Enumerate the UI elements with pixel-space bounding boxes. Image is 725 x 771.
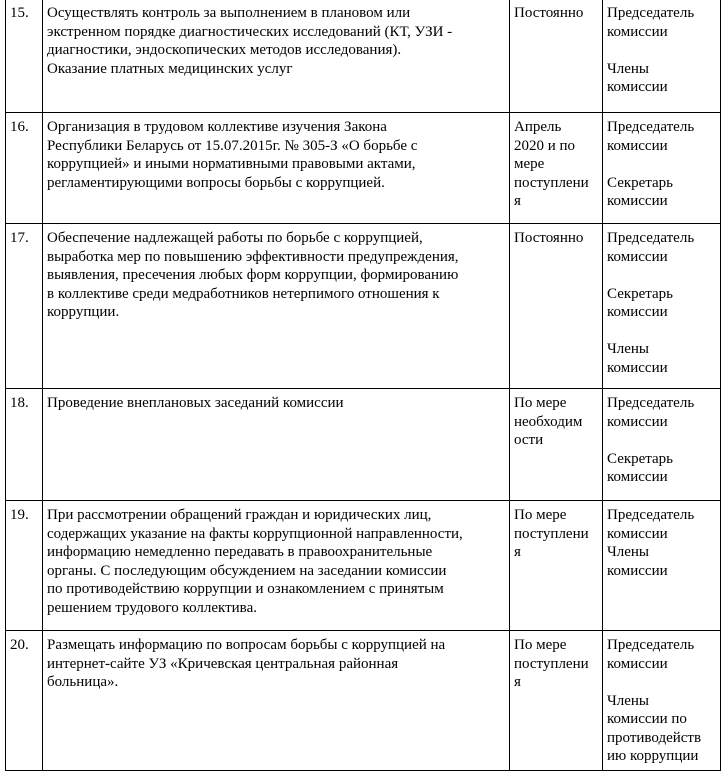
row-description [43,113,510,224]
table-row [6,0,721,113]
term-line: необходим [514,413,583,430]
description-line: Обеспечение надлежащей работы по борьбе с коррупцией, [47,230,423,246]
row-responsible [603,224,721,389]
description-line: Оказание платных медицинских услуг [47,60,293,77]
row-term [510,631,603,771]
row-description [43,501,510,631]
description-line: коррупцией» и иными нормативными правовыми актами, [47,156,416,172]
row-description [43,631,510,771]
responsible-entry [607,340,716,377]
responsible-role: комиссии [607,562,668,579]
term-line: Постоянно [514,230,584,246]
table-row [6,389,721,501]
responsible-role: комиссии [607,193,668,209]
term-line: 2020 и по [514,137,576,154]
responsible-role: противодейств [607,729,702,746]
responsible-entry [607,60,716,97]
description-line: выявления, пресечения любых форм коррупции, формированию [47,267,459,283]
responsible-role: комиссии [607,79,668,95]
description-line: коррупции. [47,304,120,320]
responsible-entry [607,285,716,322]
responsible-entry [607,4,716,41]
responsible-role: комиссии [607,413,668,430]
row-number: 18. [6,389,43,501]
description-line: При рассмотрении обращений граждан и юридических лиц, [47,507,432,523]
row-responsible [603,501,721,631]
term-line: я [514,674,521,690]
row-number: 20. [6,631,43,771]
responsible-role: комиссии [607,137,668,154]
responsible-entry [607,174,716,211]
description-line: органы. С последующим обсуждением на заседании комиссии [47,562,447,579]
responsible-role: комиссии по [607,711,687,727]
description-line: по противодействию коррупции и ознакомлением с принятым [47,581,444,597]
responsible-role: Члены [607,60,649,77]
responsible-role: комиссии [607,304,668,320]
term-line: По мере [514,637,567,653]
term-line: По мере [514,395,567,411]
term-line: я [514,544,521,560]
responsible-role: Председатель [607,507,695,523]
responsible-role: Члены [607,692,649,709]
responsible-role: Секретарь [607,450,674,467]
term-line: мере [514,156,545,172]
row-responsible [603,0,721,113]
plan-table-body [6,0,721,771]
responsible-role: Члены [607,341,649,357]
responsible-role: комиссии [607,23,668,40]
responsible-role: комиссии [607,469,668,485]
term-line: поступлени [514,655,589,672]
description-line: в коллективе среди медработников нетерпимого отношения к [47,285,440,302]
table-row [6,224,721,389]
responsible-role: комиссии [607,359,668,376]
responsible-entry [607,692,716,766]
responsible-entry [607,450,716,487]
row-term [510,113,603,224]
responsible-role: Члены [607,544,649,560]
term-line: ости [514,432,544,448]
row-term [510,501,603,631]
term-line: я [514,193,521,209]
description-line: регламентирующими вопросы борьбы с коррупцией. [47,174,385,191]
row-responsible [603,113,721,224]
term-line: По мере [514,507,567,523]
plan-table [5,0,721,771]
row-description [43,389,510,501]
description-line: содержащих указание на факты коррупционной направленности, [47,525,463,542]
responsible-role: комиссии [607,655,668,672]
term-line: Апрель [514,119,562,135]
responsible-role: Председатель [607,119,695,135]
row-responsible [603,631,721,771]
responsible-role: комиссии [607,525,668,542]
table-row [6,631,721,771]
responsible-entry [607,118,716,155]
description-line: информацию немедленно передавать в правоохранительные [47,544,433,560]
term-line: поступлени [514,525,589,542]
table-row [6,501,721,631]
row-number: 17. [6,224,43,389]
description-line: Осуществлять контроль за выполнением в плановом или [47,5,411,21]
row-number: 16. [6,113,43,224]
row-number: 15. [6,0,43,113]
responsible-entry [607,229,716,266]
responsible-role: комиссии [607,248,668,265]
row-term [510,0,603,113]
description-line: выработка мер по повышению эффективности предупреждения, [47,248,459,265]
row-number: 19. [6,501,43,631]
description-line: диагностики, эндоскопических методов исследования). [47,42,402,58]
description-line: Республики Беларусь от 15.07.2015г. № 305-З «О борьбе с [47,137,418,154]
row-responsible [603,389,721,501]
description-line: экстренном порядке диагностических исследований (КТ, УЗИ - [47,23,453,40]
row-description [43,224,510,389]
row-term [510,224,603,389]
responsible-role: Председатель [607,230,695,246]
row-description [43,0,510,113]
responsible-entry [607,394,716,431]
responsible-entry [607,636,716,673]
description-line: Размещать информацию по вопросам борьбы с коррупцией на [47,637,446,653]
table-row [6,113,721,224]
responsible-role: Председатель [607,5,695,21]
description-line: решением трудового коллектива. [47,599,257,616]
description-line: больница». [47,674,119,690]
responsible-entry [607,543,716,580]
responsible-entry [607,506,716,543]
responsible-role: ию коррупции [607,748,699,764]
description-line: интернет-сайте УЗ «Кричевская центральная районная [47,655,399,672]
row-term [510,389,603,501]
description-line: Организация в трудовом коллективе изучения Закона [47,119,387,135]
description-line: Проведение внеплановых заседаний комиссии [47,395,344,411]
term-line: Постоянно [514,5,584,21]
responsible-role: Председатель [607,395,695,411]
responsible-role: Секретарь [607,174,674,191]
term-line: поступлени [514,174,589,191]
responsible-role: Секретарь [607,285,674,302]
responsible-role: Председатель [607,637,695,653]
